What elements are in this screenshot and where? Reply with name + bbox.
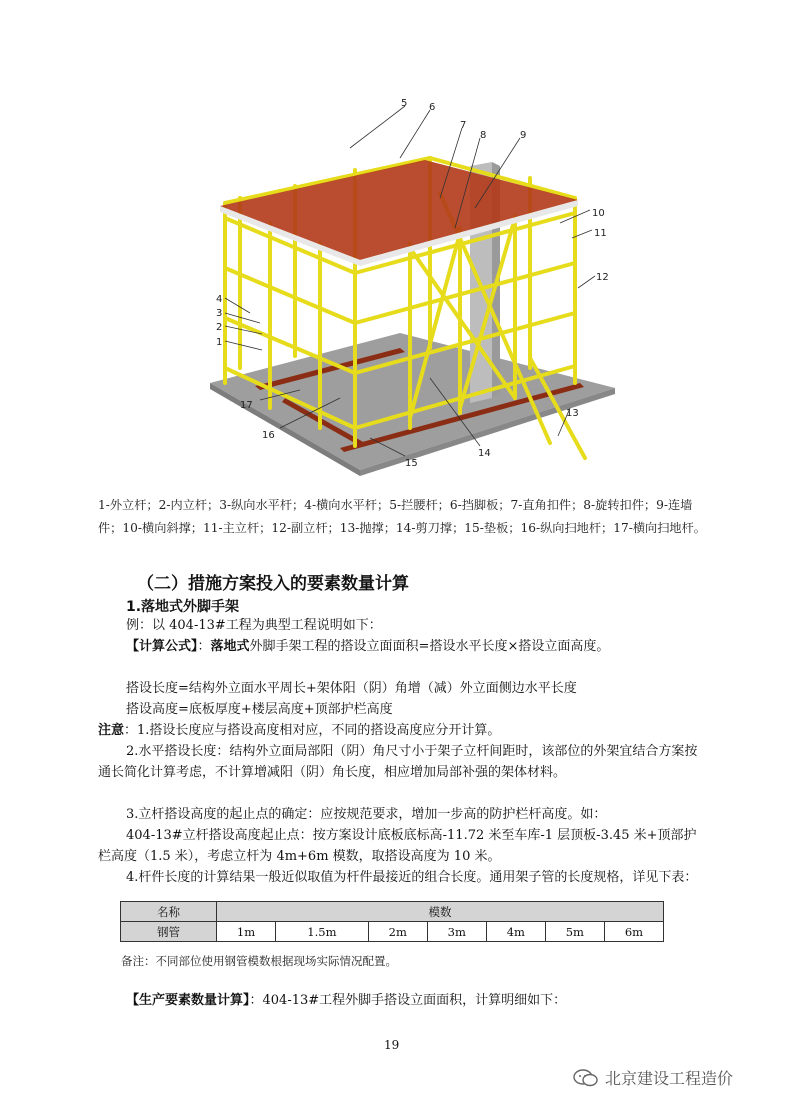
callout-label-9: 9: [520, 130, 527, 141]
formula-text: 外脚手架工程的搭设立面面积=搭设水平长度×搭设立面高度。: [249, 639, 610, 654]
callout-label-5: 5: [401, 98, 408, 109]
figure-caption: 1-外立杆；2-内立杆；3-纵向水平杆；4-横向水平杆；5-拦腰杆；6-挡脚板；7-直角扣件；8-旋转扣件；9-连墙件；10-横向斜撑；11-主立杆；12-副立杆；13-抛撑；14-剪刀撑；15-垫板；16-纵向扫地杆；17-横向扫地杆。: [98, 498, 706, 535]
table-note: 备注：不同部位使用钢管模数根据现场实际情况配置。: [121, 954, 397, 968]
table-row: [121, 922, 664, 942]
table-header-modulus: 模数: [217, 902, 664, 922]
length-formula: 搭设长度=结构外立面水平周长+架体阳（阴）角增（减）外立面侧边水平长度: [126, 681, 577, 696]
callout-label-1: 1: [216, 337, 223, 348]
table-header-name: 名称: [121, 902, 217, 922]
formula-label: 【计算公式】: [126, 639, 198, 654]
table-cell: 1.5m: [276, 922, 369, 942]
table-cell: 1m: [217, 922, 276, 942]
sub-title: 1.落地式外脚手架: [126, 599, 240, 615]
callout-label-16: 16: [262, 430, 275, 441]
callout-label-7: 7: [460, 120, 467, 131]
note-4: 4.杆件长度的计算结果一般近似取值为杆件最接近的组合长度。通用架子管的长度规格，详见下表：: [126, 870, 698, 885]
note-label: 注意: [98, 723, 125, 738]
callout-label-14: 14: [478, 448, 491, 459]
scaffold-figure: [200, 98, 620, 478]
callout-label-15: 15: [405, 458, 418, 469]
note-3: 3.立杆搭设高度的起止点的确定：应按规范要求，增加一步高的防护栏杆高度。如：: [126, 807, 607, 822]
callout-label-3: 3: [216, 308, 223, 319]
production-label: 【生产要素数量计算】: [126, 993, 250, 1008]
table-header-row: [121, 902, 664, 922]
formula-bold-term: 落地式: [210, 639, 250, 654]
note-2: 2.水平搭设长度：结构外立面局部阳（阴）角尺寸小于架子立杆间距时，该部位的外架宜结合方案按通长简化计算考虑，不计算增减阳（阴）角长度，相应增加局部补强的架体材料。: [98, 744, 698, 780]
table-cell: 2m: [368, 922, 427, 942]
wechat-icon: [573, 1068, 599, 1088]
table-cell: 4m: [486, 922, 545, 942]
height-formula: 搭设高度=底板厚度+楼层高度+顶部护栏高度: [126, 702, 393, 717]
callout-label-17: 17: [240, 400, 253, 411]
table-cell: 5m: [545, 922, 604, 942]
pipe-modulus-table: [120, 901, 664, 942]
callout-label-2: 2: [216, 322, 223, 333]
callout-label-13: 13: [566, 408, 579, 419]
callout-label-11: 11: [594, 228, 607, 239]
note-3-detail: 404-13#立杆搭设高度起止点：按方案设计底板底标高-11.72 米至车库-1 层顶板-3.45 米+顶部护栏高度（1.5 米），考虑立杆为 4m+6m 模数，取搭设高度为 10 米。: [98, 828, 697, 864]
toe-board: [220, 160, 578, 260]
section-title: （二）措施方案投入的要素数量计算: [137, 574, 409, 594]
production-paragraph: [126, 990, 706, 1011]
page-number: 19: [384, 1038, 400, 1052]
note-1: 注意：1.搭设长度应与搭设高度相对应，不同的搭设高度应分开计算。: [98, 723, 501, 738]
table-cell: 6m: [604, 922, 663, 942]
callout-label-4: 4: [216, 294, 223, 305]
table-cell: 3m: [427, 922, 486, 942]
watermark: [573, 1066, 733, 1089]
watermark-text: 北京建设工程造价: [605, 1069, 734, 1088]
callout-label-8: 8: [480, 130, 487, 141]
callout-label-6: 6: [429, 102, 436, 113]
formula-paragraph: 【计算公式】：落地式外脚手架工程的搭设立面面积=搭设水平长度×搭设立面高度。: [126, 639, 610, 654]
callout-label-10: 10: [592, 208, 605, 219]
callout-label-12: 12: [596, 272, 609, 283]
production-text: ：404-13#工程外脚手搭设立面面积，计算明细如下：: [249, 993, 567, 1008]
example-line: 例：以 404-13#工程为典型工程说明如下：: [126, 618, 382, 633]
scaffold-illustration: [200, 98, 620, 478]
table-row-name: 钢管: [121, 922, 217, 942]
